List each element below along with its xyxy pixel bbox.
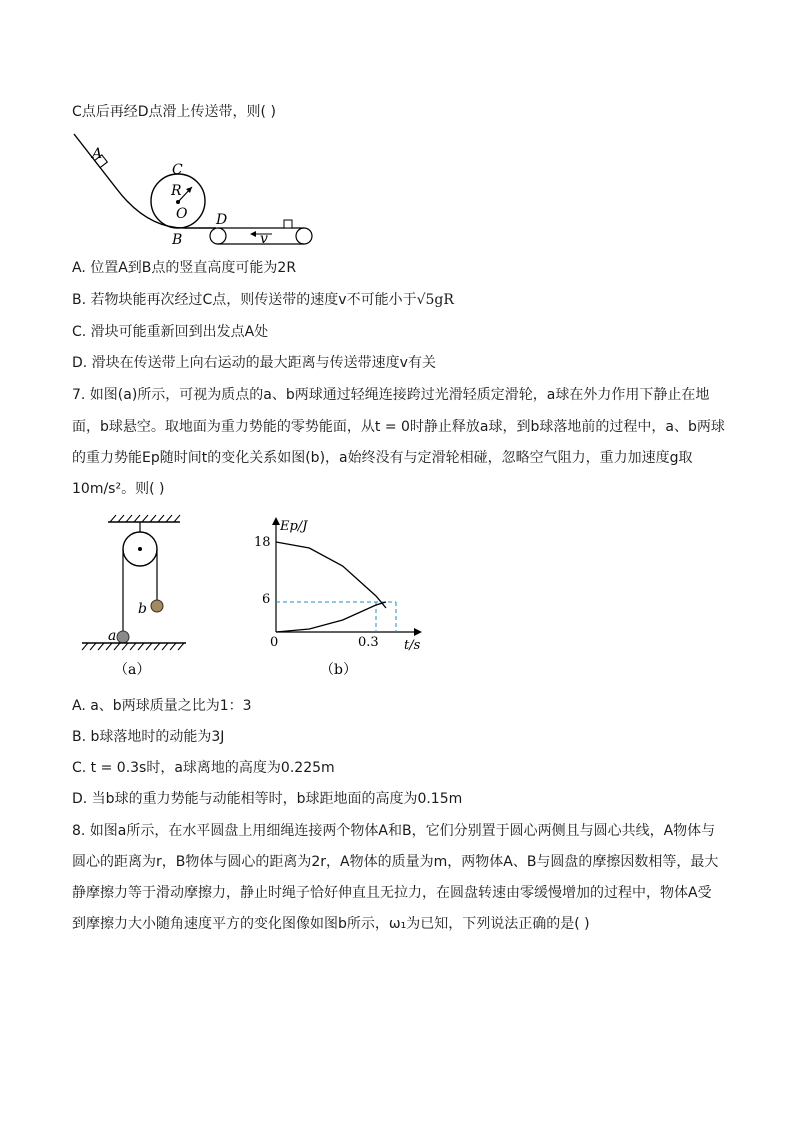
x-tick-0: 0 xyxy=(270,635,279,650)
q6-option-a: A. 位置A到B点的竖直高度可能为2R xyxy=(72,260,297,276)
caption-a: （a） xyxy=(114,662,151,678)
series-a-curve xyxy=(276,602,386,632)
y-axis-arrow xyxy=(272,517,280,525)
q7-option-c: C. t = 0.3s时，a球离地的高度为0.225m xyxy=(72,760,335,776)
q6-intro: C点后再经D点滑上传送带，则( ) xyxy=(72,104,276,120)
label-d: D xyxy=(216,212,228,228)
block-on-belt xyxy=(284,220,292,228)
q6-option-b xyxy=(72,290,454,310)
q7-figure-b-chart xyxy=(250,512,430,682)
x-tick-0.3: 0.3 xyxy=(358,635,379,650)
q6-option-c: C. 滑块可能重新回到出发点A处 xyxy=(72,324,269,340)
q7-stem-line3: 的重力势能Ep随时间t的变化关系如图(b)，a始终没有与定滑轮相碰，忽略空气阻力，重力加速度g取 xyxy=(72,450,693,466)
series-b-curve xyxy=(276,542,386,608)
ball-a xyxy=(117,631,129,643)
q8-stem-line4: 到摩擦力大小随角速度平方的变化图像如图b所示，ω₁为已知，下列说法正确的是( ) xyxy=(72,916,590,932)
q7-stem-line4: 10m/s²。则( ) xyxy=(72,481,165,497)
q6-option-b-text: B. 若物块能再次经过C点，则传送带的速度v不可能小于 xyxy=(72,292,417,308)
q7-figure-a xyxy=(74,512,194,682)
y-axis-label: Ep/J xyxy=(280,519,308,534)
q7-option-d: D. 当b球的重力势能与动能相等时，b球距地面的高度为0.15m xyxy=(72,791,463,807)
label-o: O xyxy=(176,206,188,222)
q7-stem-line1: 7. 如图(a)所示，可视为质点的a、b两球通过轻绳连接跨过光滑轻质定滑轮，a球在外力作用下静止在地 xyxy=(72,387,710,403)
x-axis-arrow xyxy=(414,628,422,636)
label-c: C xyxy=(172,162,183,178)
label-ball-a: a xyxy=(108,628,117,644)
q7-option-a: A. a、b两球质量之比为1：3 xyxy=(72,698,252,714)
q8-stem-line2: 圆心的距离为r，B物体与圆心的距离为2r，A物体的质量为m，两物体A、B与圆盘的摩擦因数相等，最大 xyxy=(72,854,719,870)
ball-b xyxy=(151,600,163,612)
x-axis-label: t/s xyxy=(404,638,421,653)
q8-stem-line3: 静摩擦力等于滑动摩擦力，静止时绳子恰好伸直且无拉力，在圆盘转速由零缓慢增加的过程中，物体A受 xyxy=(72,885,712,901)
q8-stem-line1: 8. 如图a所示，在水平圆盘上用细绳连接两个物体A和B，它们分别置于圆心两侧且与圆心共线，A物体与 xyxy=(72,823,716,839)
q6-figure xyxy=(68,128,328,253)
label-b: B xyxy=(172,232,183,248)
q7-option-b: B. b球落地时的动能为3J xyxy=(72,729,225,745)
q7-stem-line2: 面，b球悬空。取地面为重力势能的零势能面，从t = 0时静止释放a球，到b球落地前的过程中，a、b两球 xyxy=(72,419,725,435)
label-ball-b: b xyxy=(138,601,147,617)
label-v: v xyxy=(260,231,268,247)
y-tick-18: 18 xyxy=(254,535,271,550)
label-r: R xyxy=(171,183,182,199)
y-tick-6: 6 xyxy=(262,592,271,607)
q6-option-b-sqrt: √5gR xyxy=(416,292,454,308)
q6-option-d: D. 滑块在传送带上向右运动的最大距离与传送带速度v有关 xyxy=(72,355,436,371)
caption-b: （b） xyxy=(320,662,357,678)
label-a: A xyxy=(92,146,103,162)
